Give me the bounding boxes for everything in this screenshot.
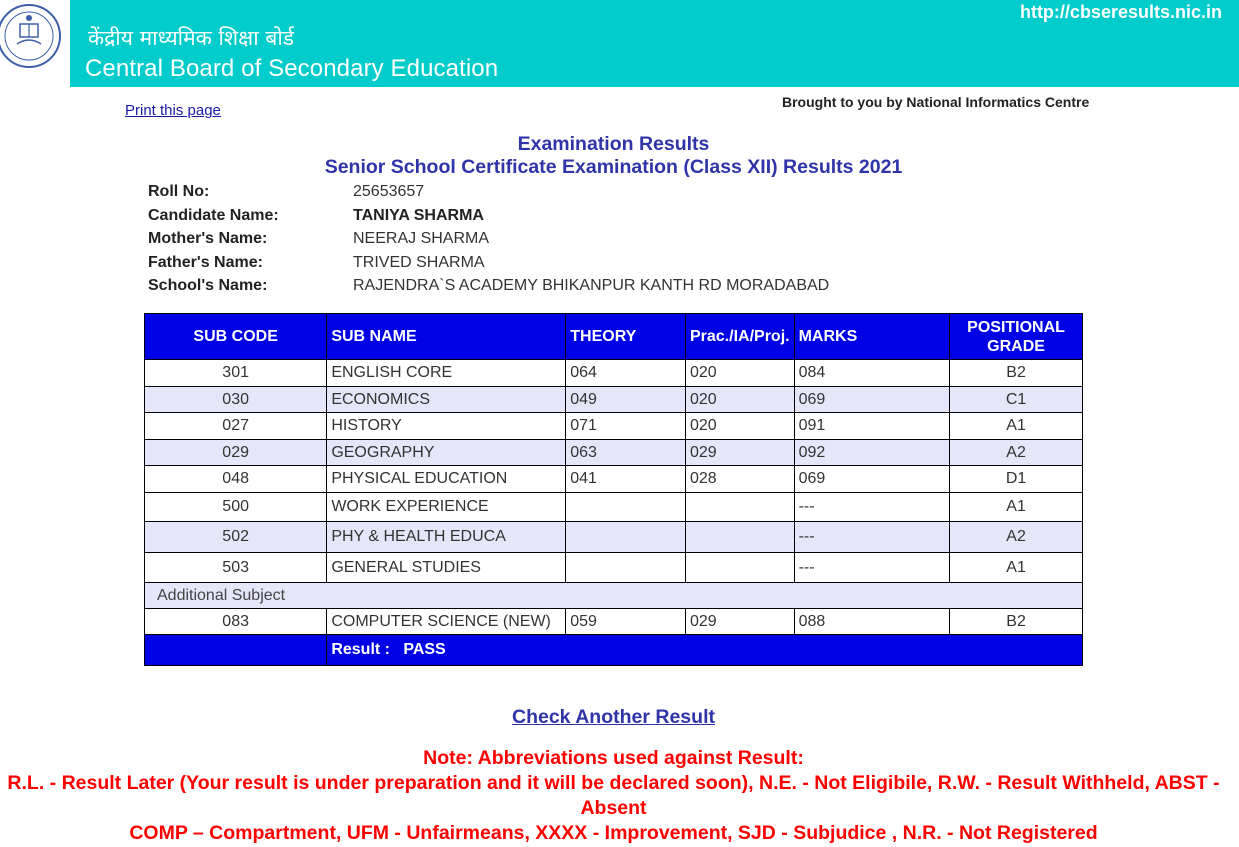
additional-subject-row (145, 583, 1083, 609)
theory-cell: 059 (566, 609, 686, 635)
marks-cell: 092 (794, 440, 950, 466)
theory-cell (566, 493, 686, 522)
sub-name-cell: ENGLISH CORE (327, 360, 566, 387)
theory-cell: 041 (566, 466, 686, 493)
father-name-value: TRIVED SHARMA (353, 254, 485, 271)
result-label: Result : (331, 641, 390, 658)
note-line-2: Absent (580, 797, 647, 819)
marks-cell: 069 (794, 387, 950, 413)
grade-cell: D1 (950, 466, 1083, 493)
marks-table (144, 313, 1083, 666)
sub-code-cell: 500 (145, 493, 327, 522)
sub-code-cell: 027 (145, 413, 327, 440)
table-header-row (145, 314, 1083, 360)
marks-cell: 088 (794, 609, 950, 635)
header-sub-name: SUB NAME (327, 314, 566, 360)
grade-cell: C1 (950, 387, 1083, 413)
board-name-english: Central Board of Secondary Education (85, 55, 499, 82)
table-row (145, 466, 1083, 493)
sub-name-cell: ECONOMICS (327, 387, 566, 413)
prac-cell: 029 (686, 440, 795, 466)
result-row (145, 635, 1083, 666)
additional-subject-label: Additional Subject (145, 583, 1083, 609)
theory-cell: 071 (566, 413, 686, 440)
mother-name-value: NEERAJ SHARMA (353, 230, 490, 247)
grade-cell: A1 (950, 553, 1083, 583)
sub-code-cell: 301 (145, 360, 327, 387)
header-theory: THEORY (566, 314, 686, 360)
grade-cell: A2 (950, 522, 1083, 553)
table-row (145, 522, 1083, 553)
table-row (145, 440, 1083, 466)
theory-cell: 063 (566, 440, 686, 466)
board-name-hindi: केंद्रीय माध्यमिक शिक्षा बोर्ड (88, 26, 295, 50)
marks-cell: 091 (794, 413, 950, 440)
sub-name-cell: COMPUTER SCIENCE (NEW) (327, 609, 566, 635)
print-page-link[interactable]: Print this page (125, 102, 221, 119)
sub-code-cell: 503 (145, 553, 327, 583)
exam-subtitle: Senior School Certificate Examination (Class XII) Results 2021 (324, 156, 903, 178)
header-marks: MARKS (794, 314, 950, 360)
sub-name-cell: GEOGRAPHY (327, 440, 566, 466)
sub-code-cell: 048 (145, 466, 327, 493)
check-another-result-link[interactable]: Check Another Result (512, 706, 715, 728)
grade-cell: A1 (950, 413, 1083, 440)
table-row (145, 553, 1083, 583)
result-value: PASS (403, 641, 446, 658)
prac-cell: 028 (686, 466, 795, 493)
sub-code-cell: 502 (145, 522, 327, 553)
grade-cell: B2 (950, 360, 1083, 387)
marks-cell: --- (794, 493, 950, 522)
site-url: http://cbseresults.nic.in (1019, 2, 1222, 22)
note-heading: Note: Abbreviations used against Result: (423, 747, 804, 769)
header-sub-code: SUB CODE (145, 314, 327, 360)
result-empty-cell (145, 635, 327, 666)
note-line-3: COMP – Compartment, UFM - Unfairmeans, XXXX - Improvement, SJD - Subjudice , N.R. - Not Registered (129, 822, 1098, 844)
cbse-logo (0, 0, 62, 82)
marks-cell: 069 (794, 466, 950, 493)
prac-cell (686, 493, 795, 522)
marks-cell: --- (794, 553, 950, 583)
result-cell (327, 635, 1083, 666)
sub-name-cell: HISTORY (327, 413, 566, 440)
sub-name-cell: WORK EXPERIENCE (327, 493, 566, 522)
exam-title: Examination Results (517, 133, 710, 155)
candidate-name-value: TANIYA SHARMA (353, 207, 484, 224)
header-prac: Prac./IA/Proj. (686, 314, 795, 360)
table-row (145, 609, 1083, 635)
table-row (145, 413, 1083, 440)
theory-cell (566, 522, 686, 553)
roll-no-label: Roll No: (148, 183, 210, 200)
candidate-name-label: Candidate Name: (148, 207, 279, 224)
prac-cell: 020 (686, 413, 795, 440)
sub-name-cell: PHY & HEALTH EDUCA (327, 522, 566, 553)
sub-name-cell: PHYSICAL EDUCATION (327, 466, 566, 493)
table-row (145, 360, 1083, 387)
sub-code-cell: 029 (145, 440, 327, 466)
prac-cell (686, 553, 795, 583)
sub-name-cell: GENERAL STUDIES (327, 553, 566, 583)
brought-by-text: Brought to you by National Informatics Centre (782, 94, 1090, 110)
header-positional-grade: POSITIONAL GRADE (950, 314, 1083, 360)
table-row (145, 387, 1083, 413)
sub-code-cell: 030 (145, 387, 327, 413)
prac-cell: 029 (686, 609, 795, 635)
roll-no-value: 25653657 (353, 183, 425, 200)
marks-cell: 084 (794, 360, 950, 387)
theory-cell (566, 553, 686, 583)
prac-cell (686, 522, 795, 553)
marks-cell: --- (794, 522, 950, 553)
theory-cell: 064 (566, 360, 686, 387)
school-name-label: School's Name: (148, 277, 268, 294)
grade-cell: A2 (950, 440, 1083, 466)
theory-cell: 049 (566, 387, 686, 413)
prac-cell: 020 (686, 360, 795, 387)
father-name-label: Father's Name: (148, 254, 263, 271)
grade-cell: A1 (950, 493, 1083, 522)
grade-cell: B2 (950, 609, 1083, 635)
abbreviation-notes (0, 746, 1239, 846)
table-row (145, 493, 1083, 522)
prac-cell: 020 (686, 387, 795, 413)
sub-code-cell: 083 (145, 609, 327, 635)
header (0, 0, 1239, 87)
mother-name-label: Mother's Name: (148, 230, 268, 247)
note-line-1: R.L. - Result Later (Your result is under preparation and it will be declared soon), N.E. - Not Eligibile, R.W. - Result Withheld, ABST - (7, 772, 1220, 794)
school-name-value: RAJENDRA`S ACADEMY BHIKANPUR KANTH RD MORADABAD (353, 277, 830, 294)
